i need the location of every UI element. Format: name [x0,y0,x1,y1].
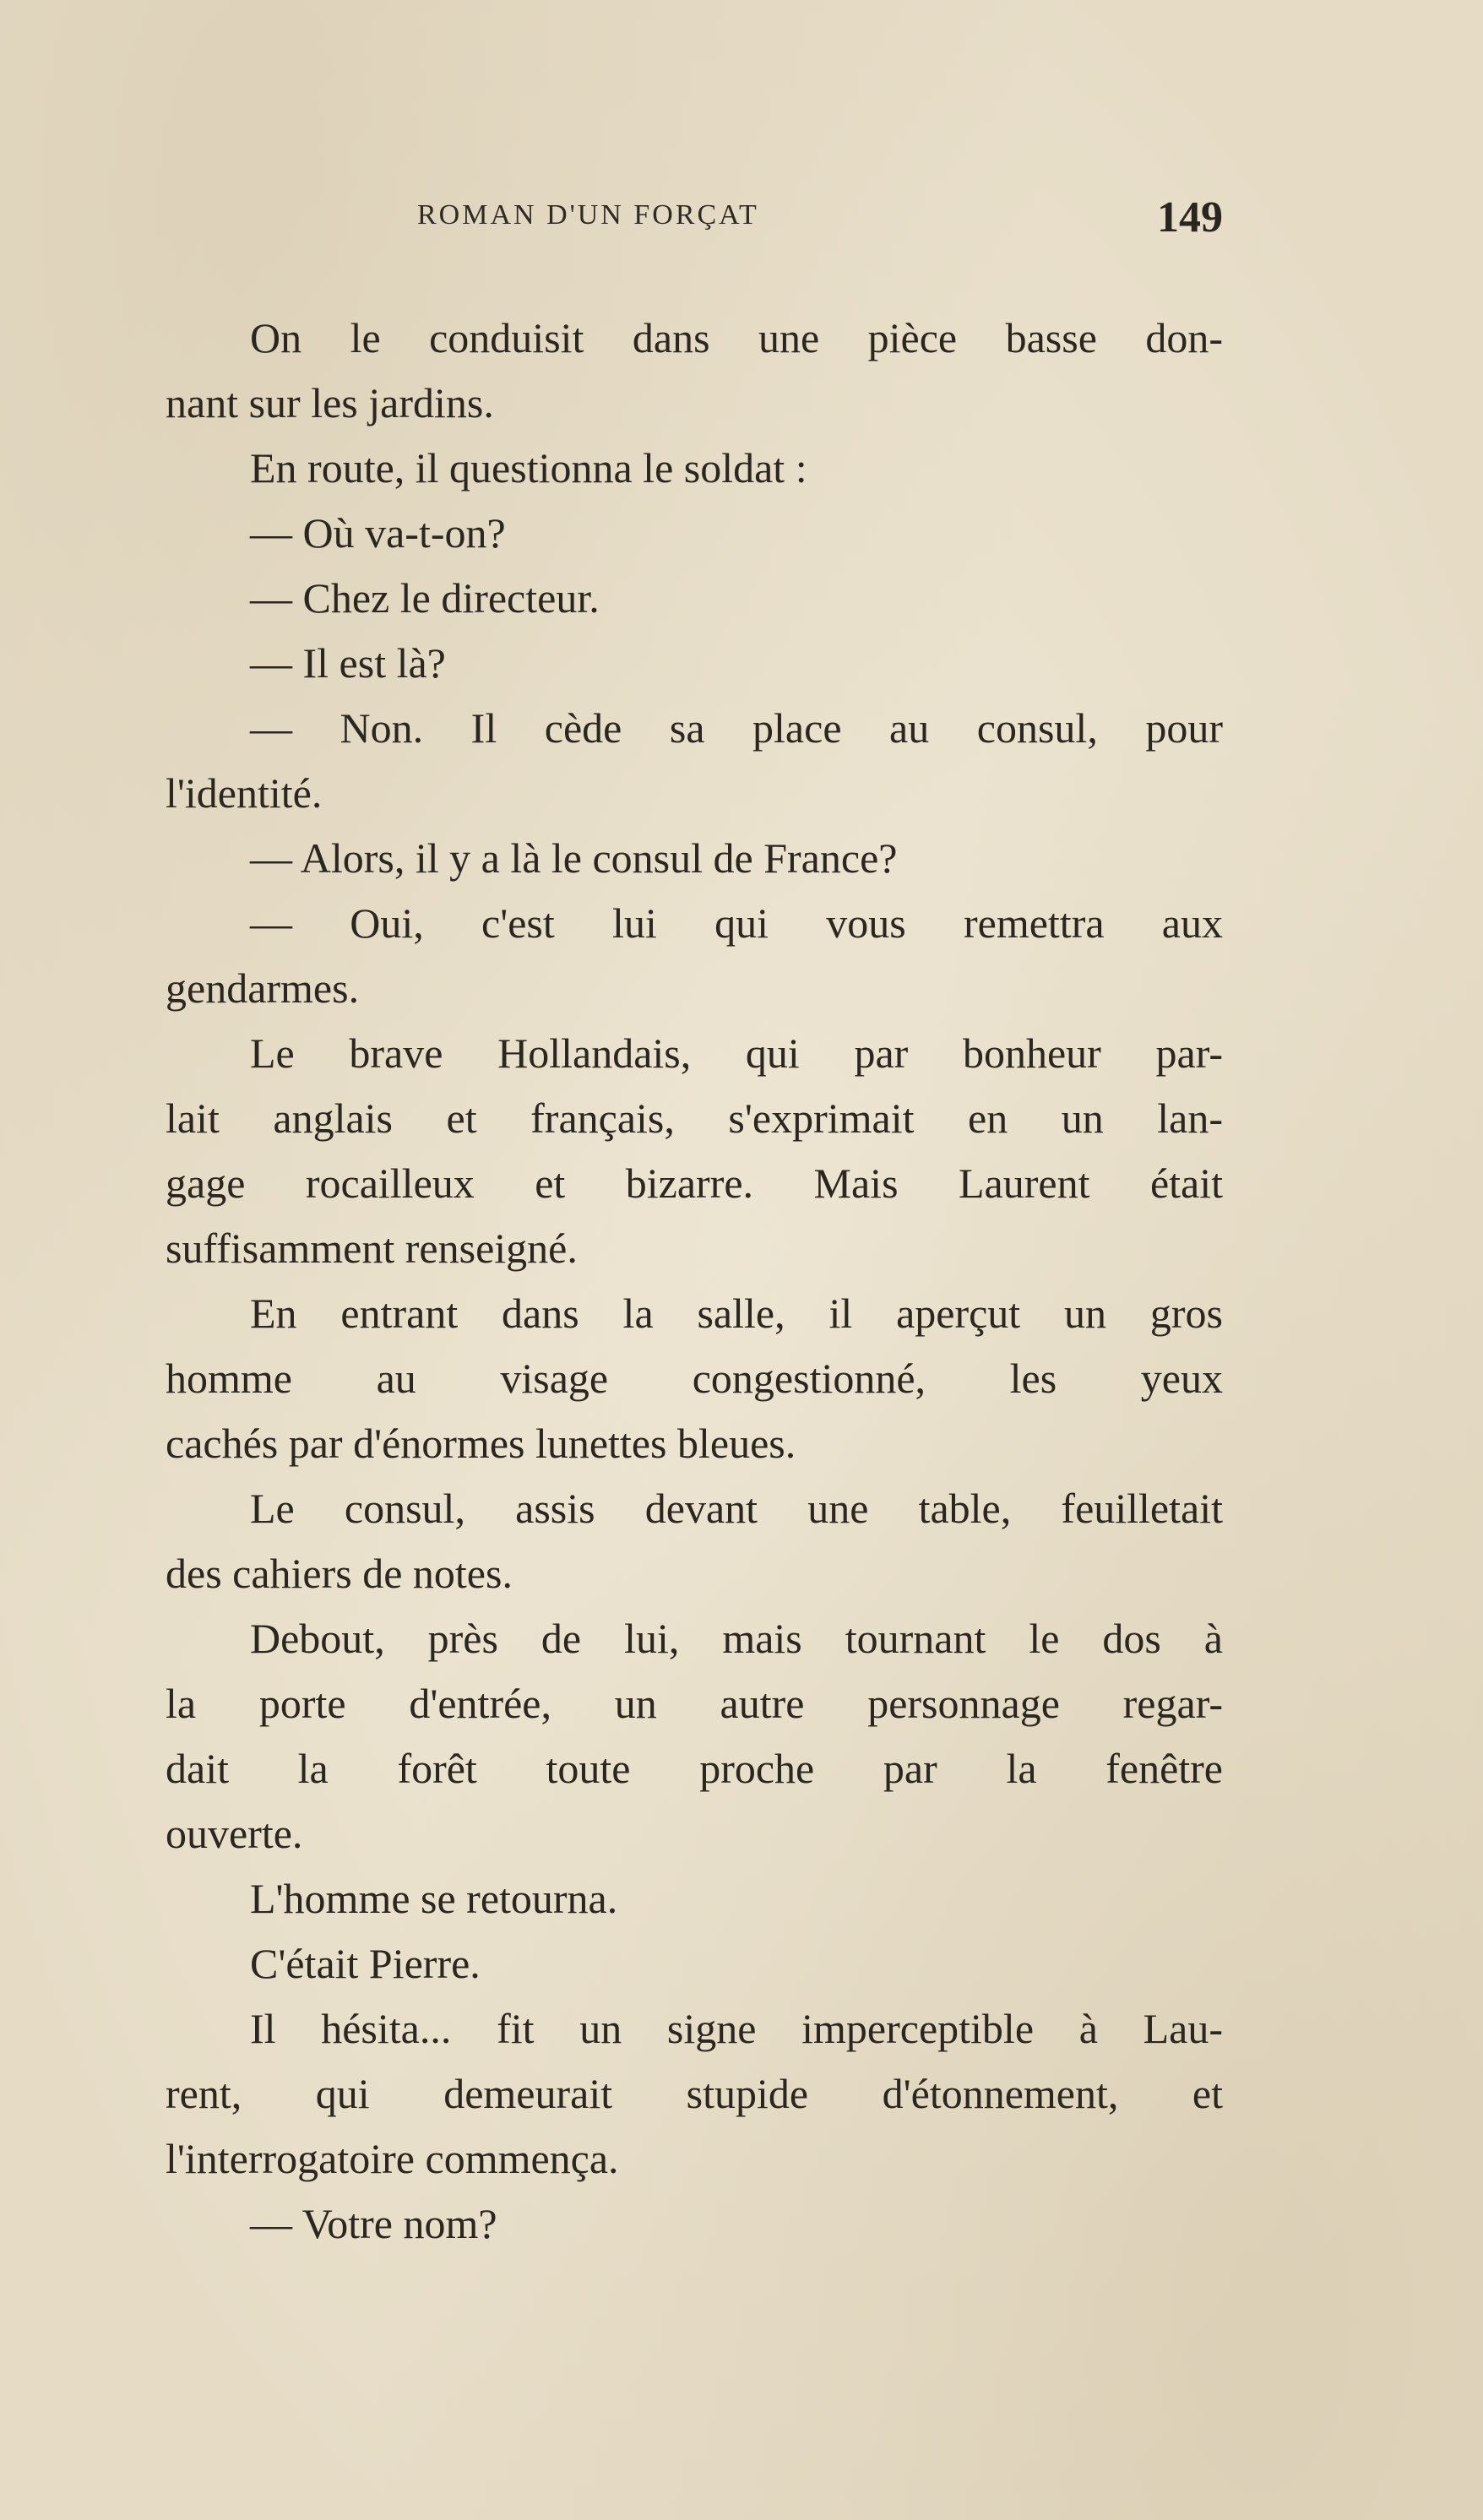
text-line: gage rocailleux et bizarre. Mais Laurent était [166,1160,1223,1207]
page-header [417,193,1233,243]
text-line: En route, il questionna le soldat : [250,444,807,492]
text-line: — Alors, il y a là le consul de France? [250,834,898,882]
text-line: rent, qui demeurait stupide d'étonnement, et [166,2070,1223,2117]
text-line: En entrant dans la salle, il aperçut un gros [250,1290,1223,1337]
text-line: ouverte. [166,1810,303,1857]
text-line: — Votre nom? [250,2200,497,2247]
text-line: cachés par d'énormes lunettes bleues. [166,1420,796,1467]
text-line: — Où va-t-on? [250,509,506,557]
text-line: L'homme se retourna. [250,1875,618,1922]
body-text [166,306,1223,2257]
text-line: lait anglais et français, s'exprimait en un lan- [166,1094,1223,1142]
text-line: dait la forêt toute proche par la fenêtre [166,1745,1223,1792]
text-line: — Chez le directeur. [250,574,600,622]
text-line: nant sur les jardins. [166,379,494,426]
text-line: Il hésita... fit un signe imperceptible à Lau- [250,2005,1223,2052]
text-line: — Oui, c'est lui qui vous remettra aux [250,899,1223,947]
text-line: — Non. Il cède sa place au consul, pour [250,704,1223,752]
text-line: la porte d'entrée, un autre personnage regar- [166,1680,1223,1727]
text-line: l'interrogatoire commença. [166,2135,619,2182]
text-line: gendarmes. [166,964,360,1012]
text-line: C'était Pierre. [250,1940,481,1987]
page-number: 149 [1157,193,1223,242]
text-line: des cahiers de notes. [166,1550,513,1597]
text-line: Le brave Hollandais, qui par bonheur par- [250,1029,1223,1077]
text-line: Le consul, assis devant une table, feuilletait [250,1485,1223,1532]
text-line: homme au visage congestionné, les yeux [166,1355,1223,1402]
text-line: Debout, près de lui, mais tournant le dos à [250,1615,1223,1662]
text-line: On le conduisit dans une pièce basse don- [250,314,1223,361]
running-title: ROMAN D'UN FORÇAT [417,199,759,231]
text-line: l'identité. [166,769,323,817]
text-line: — Il est là? [250,639,446,687]
text-line: suffisamment renseigné. [166,1225,578,1272]
